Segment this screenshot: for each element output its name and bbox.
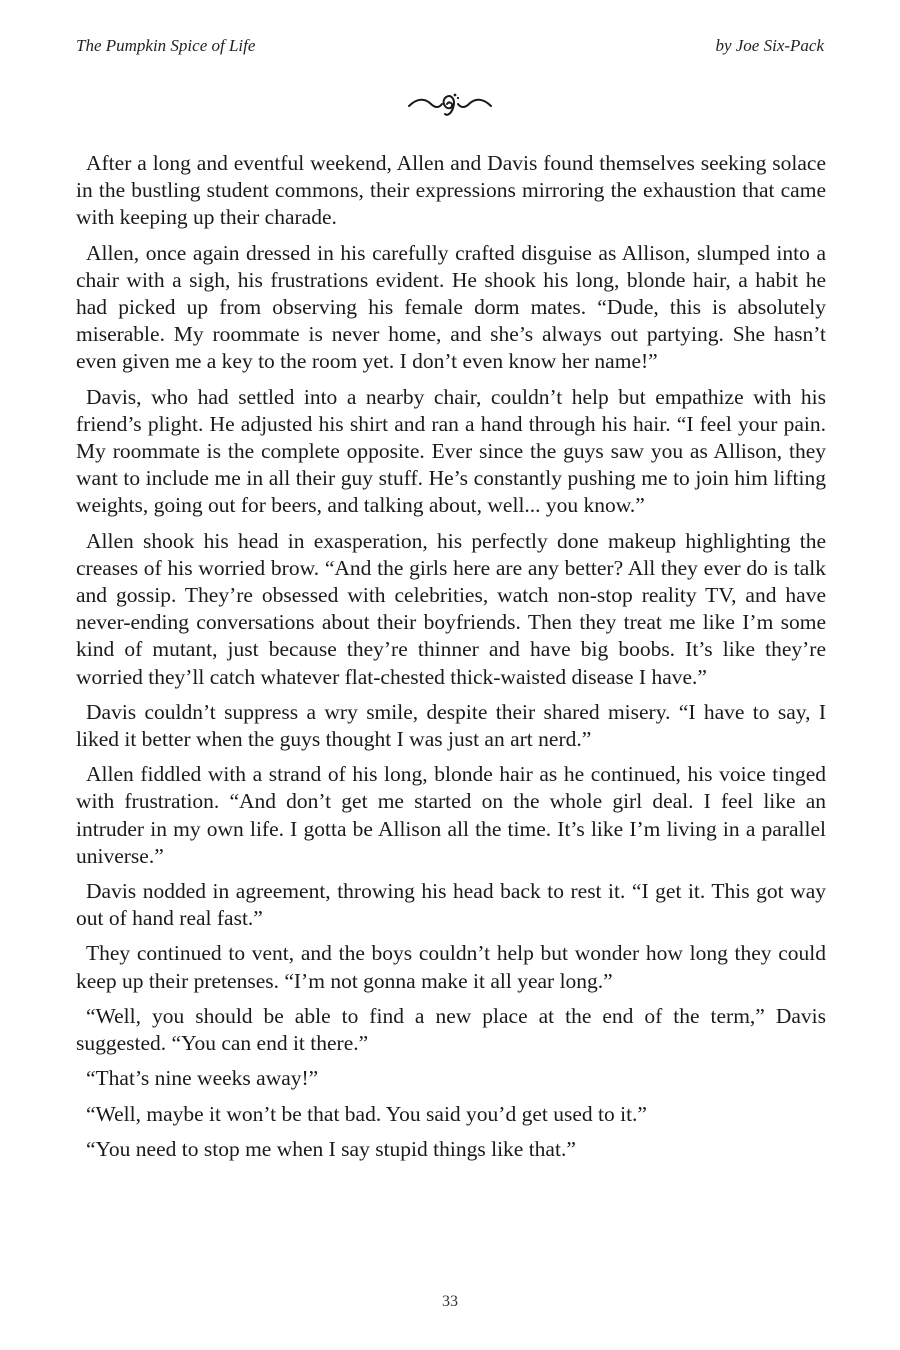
section-ornament — [0, 90, 900, 120]
paragraph: “Well, maybe it won’t be that bad. You said you’d get used to it.” — [86, 1101, 647, 1126]
paragraph: They continued to vent, and the boys couldn’t help but wonder how long they could keep up their pretenses. “I’m not gonna make it all year long.” — [76, 941, 826, 993]
paragraph: “That’s nine weeks away!” — [86, 1066, 319, 1091]
page-number: 33 — [442, 1293, 458, 1310]
book-title: The Pumpkin Spice of Life — [76, 36, 256, 55]
paragraph: Davis, who had settled into a nearby chair, couldn’t help but empathize with his friend’s plight. He adjusted his shirt and ran a hand through his hair. “I feel your pain. My roommate is the complete opposite. Ever since the guys saw you as Allison, they want to include me in all their guy stuff. He’s constantly pushing me to join him lifting weights, going out for beers, and talking about, well... you know.” — [76, 384, 826, 518]
paragraph: “Well, you should be able to find a new place at the end of the term,” Davis suggested. “You can end it there.” — [76, 1003, 826, 1056]
chapter-body — [76, 150, 826, 1171]
paragraph: Davis nodded in agreement, throwing his head back to rest it. “I get it. This got way out of hand real fast.” — [76, 879, 826, 931]
decorative-flourish-icon — [405, 90, 495, 120]
paragraph: Allen fiddled with a strand of his long, blonde hair as he continued, his voice tinged with frustration. “And don’t get me started on the whole girl deal. I feel like an intruder in my own life. I gotta be Allison all the time. It’s like I’m living in a parallel universe.” — [76, 762, 826, 868]
paragraph: Allen, once again dressed in his carefully crafted disguise as Allison, slumped into a chair with a sigh, his frustrations evident. He shook his long, blonde hair, a habit he had picked up from observing his female dorm mates. “Dude, this is absolutely miserable. My roommate is never home, and she’s always out partying. She hasn’t even given me a key to the room yet. I don’t even know her name!” — [76, 240, 826, 374]
running-header — [76, 36, 824, 58]
paragraph: Allen shook his head in exasperation, his perfectly done makeup highlighting the creases of his worried brow. “And the girls here are any better? All they ever do is talk and gossip. They’re obsessed with celebrities, watch non-stop reality TV, and have never-ending conversations about their boyfriends. Then they treat me like I’m some kind of mutant, just because they’re thinner and have big boobs. It’s like they’re worried they’ll catch whatever flat-chested thick-waisted disease I have.” — [76, 528, 826, 689]
paragraph: “You need to stop me when I say stupid things like that.” — [86, 1136, 576, 1161]
paragraph: After a long and eventful weekend, Allen and Davis found themselves seeking solace in the bustling student commons, their expressions mirroring the exhaustion that came with keeping up their charade. — [76, 151, 826, 230]
paragraph: Davis couldn’t suppress a wry smile, despite their shared misery. “I have to say, I liked it better when the guys thought I was just an art nerd.” — [76, 699, 826, 752]
author-name: by Joe Six-Pack — [715, 36, 824, 55]
